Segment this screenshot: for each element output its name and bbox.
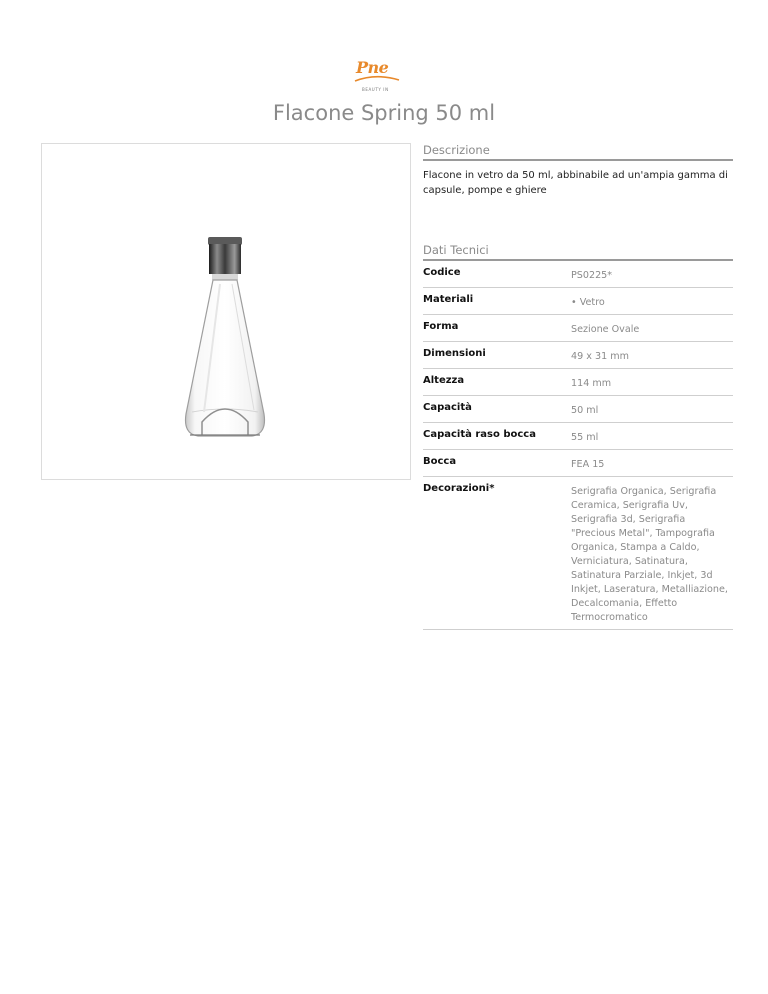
spec-value: 50 ml (571, 405, 599, 416)
spec-value: 55 ml (571, 432, 599, 443)
spec-value: FEA 15 (571, 459, 605, 470)
swoosh-icon (354, 75, 400, 83)
spec-value: Sezione Ovale (571, 324, 640, 335)
spec-label: Altezza (423, 375, 465, 386)
spec-row (423, 288, 733, 315)
spec-label: Dimensioni (423, 348, 486, 359)
specs-table (423, 261, 733, 630)
spec-row (423, 450, 733, 477)
spec-label: Capacità (423, 402, 472, 413)
spec-label: Capacità raso bocca (423, 429, 536, 440)
spec-row (423, 423, 733, 450)
details-panel (423, 143, 733, 630)
specs-heading: Dati Tecnici (423, 243, 733, 261)
spec-row (423, 396, 733, 423)
brand-tagline: BEAUTY IN (362, 87, 389, 92)
spec-label: Decorazioni* (423, 483, 495, 494)
spec-value: 49 x 31 mm (571, 351, 629, 362)
description-text: Flacone in vetro da 50 ml, abbinabile ad un'ampia gamma di capsule, pompe e ghiere (423, 170, 728, 196)
spec-value: Serigrafia Organica, Serigrafia Ceramica, Serigrafia Uv, Serigrafia 3d, Serigrafia "Precious Metal", Tampografia Organica, Stampa a Caldo, Verniciatura, Satinatura, Satinatura Parziale, Inkjet, 3d Inkjet, Laseratura, Metalliazione, Decalcomania, Effetto Termocromatico (571, 486, 728, 623)
spec-label: Codice (423, 267, 461, 278)
brand-logo (352, 58, 404, 94)
spec-value: 114 mm (571, 378, 612, 389)
description-heading: Descrizione (423, 143, 733, 161)
spec-label: Materiali (423, 294, 474, 305)
spec-row (423, 342, 733, 369)
product-image (41, 143, 411, 480)
brand-name: Pne (356, 58, 389, 77)
spec-label: Bocca (423, 456, 457, 467)
spec-row (423, 369, 733, 396)
spec-row (423, 477, 733, 630)
spec-row (423, 315, 733, 342)
page-title: Flacone Spring 50 ml (272, 101, 496, 125)
bottle-illustration (42, 144, 410, 479)
spec-value: • Vetro (571, 297, 605, 308)
spec-value: PS0225* (571, 270, 613, 281)
spec-label: Forma (423, 321, 459, 332)
spec-row (423, 261, 733, 288)
